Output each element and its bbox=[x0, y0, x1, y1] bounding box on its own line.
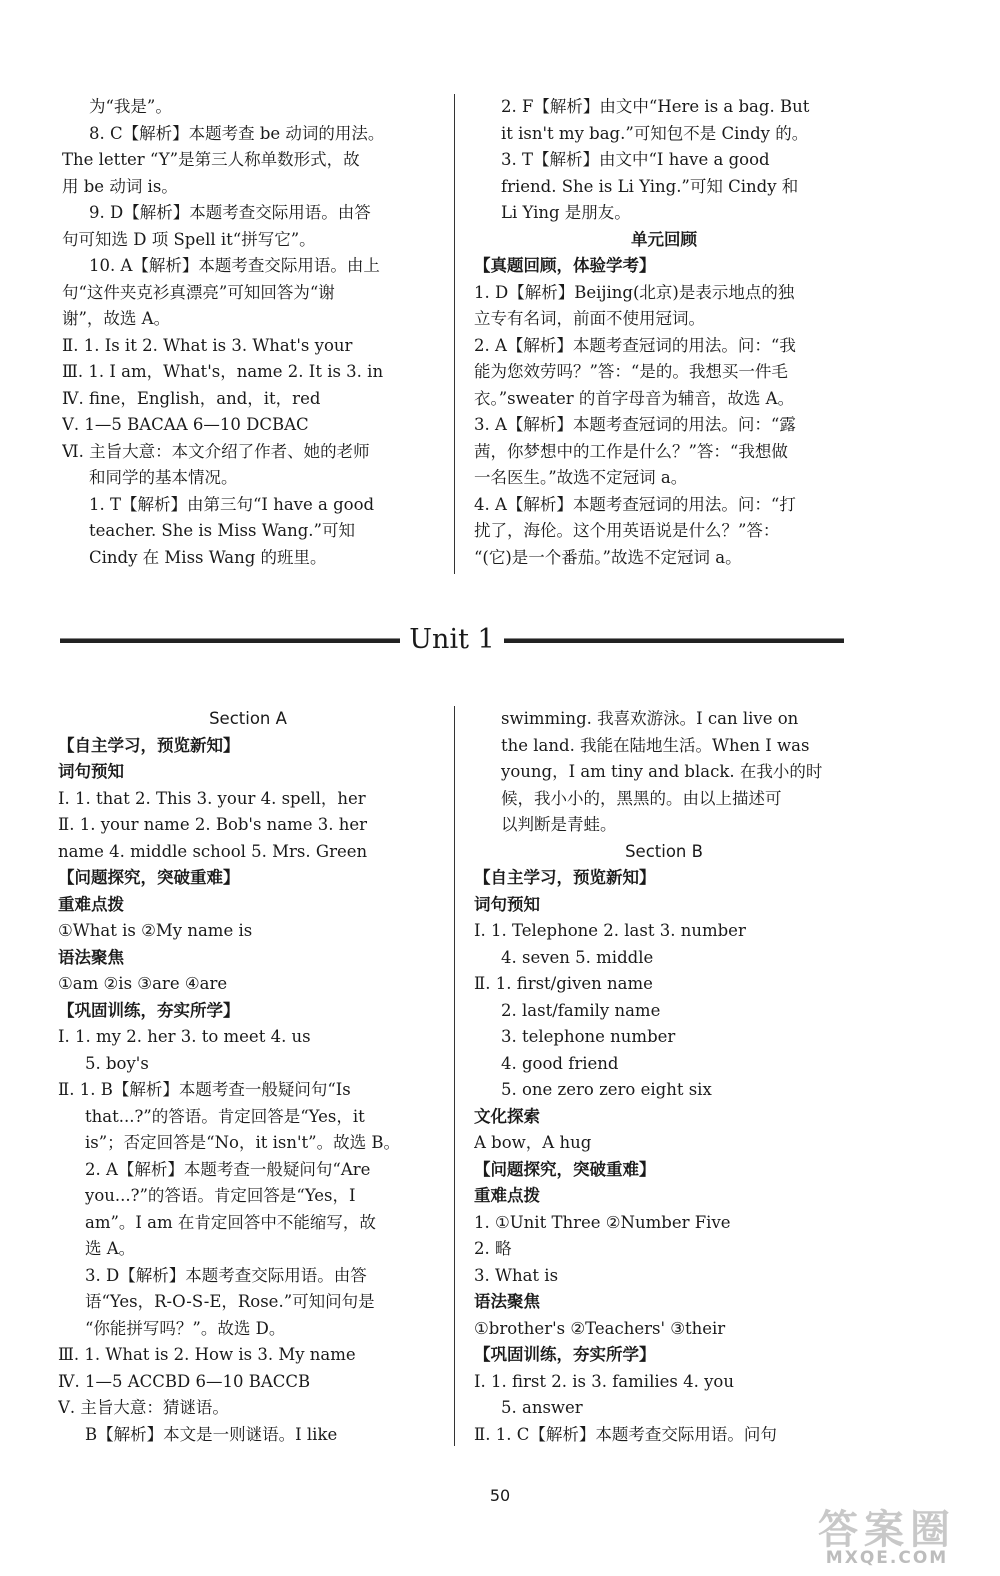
text-line: 【巩固训练，夯实所学】 bbox=[474, 1345, 656, 1364]
text-line: is”；否定回答是“No，it isn't”。故选 B。 bbox=[85, 1133, 400, 1152]
column-divider-bottom bbox=[454, 706, 455, 1446]
text-line: 语法聚焦 bbox=[474, 1292, 540, 1311]
text-line: 谢”，故选 A。 bbox=[62, 309, 171, 328]
text-line: 用 be 动词 is。 bbox=[62, 176, 178, 196]
text-line: Li Ying 是朋友。 bbox=[501, 203, 631, 222]
text-line: 重难点拨 bbox=[474, 1186, 540, 1205]
text-line: 衣。”sweater 的首字母音为辅音，故选 A。 bbox=[474, 388, 795, 408]
text-line: 3. telephone number bbox=[501, 1027, 676, 1046]
unit-title: Unit 1 bbox=[409, 624, 495, 655]
text-line: 选 A。 bbox=[85, 1239, 136, 1258]
text-line: 和同学的基本情况。 bbox=[89, 468, 238, 487]
watermark-logo bbox=[782, 1508, 992, 1568]
text-line: 立专有名词，前面不使用冠词。 bbox=[474, 309, 705, 328]
text-line: Ⅴ. 1—5 BACAA 6—10 DCBAC bbox=[62, 415, 309, 434]
text-line: the land. 我能在陆地生活。When I was bbox=[501, 735, 810, 755]
text-line: Ⅴ. 主旨大意：猜谜语。 bbox=[58, 1398, 229, 1417]
watermark-cn: 答案圈 bbox=[818, 1507, 956, 1553]
text-line: name 4. middle school 5. Mrs. Green bbox=[58, 841, 368, 861]
text-line: Ⅵ. 主旨大意：本文介绍了作者、她的老师 bbox=[62, 441, 370, 461]
text-line: 3. What is bbox=[474, 1265, 559, 1285]
text-line: 2. A【解析】本题考查冠词的用法。问：“我 bbox=[474, 335, 796, 355]
text-line: 茜，你梦想中的工作是什么？”答：“我想做 bbox=[474, 441, 788, 461]
text-line: 【问题探究，突破重难】 bbox=[474, 1159, 656, 1179]
text-line: 3. D【解析】本题考查交际用语。由答 bbox=[85, 1265, 367, 1285]
text-line: 一名医生。”故选不定冠词 a。 bbox=[474, 468, 688, 487]
text-line: 1. T【解析】由第三句“I have a good bbox=[89, 494, 375, 514]
text-line: Ⅰ. 1. first 2. is 3. families 4. you bbox=[474, 1371, 734, 1391]
watermark-en: MXQE.COM bbox=[825, 1548, 949, 1568]
text-line: 【真题回顾，体验学考】 bbox=[474, 256, 656, 275]
text-line: A bow，A hug bbox=[474, 1133, 592, 1152]
heading-rule-left bbox=[60, 638, 400, 643]
top-right-column bbox=[474, 94, 854, 571]
text-line: Ⅳ. 1—5 ACCBD 6—10 BACCB bbox=[58, 1371, 311, 1391]
text-line: 文化探索 bbox=[474, 1106, 540, 1126]
text-line: “(它)是一个番茄。”故选不定冠词 a。 bbox=[474, 547, 742, 567]
text-line: 3. A【解析】本题考查冠词的用法。问：“露 bbox=[474, 415, 796, 434]
text-line: 4. A【解析】本题考查冠词的用法。问：“打 bbox=[474, 494, 796, 514]
text-line: 1. ①Unit Three ②Number Five bbox=[474, 1212, 731, 1232]
page-number: 50 bbox=[489, 1486, 511, 1505]
text-line: Ⅰ. 1. Telephone 2. last 3. number bbox=[474, 921, 746, 940]
text-line: 5. answer bbox=[501, 1398, 583, 1417]
text-line: 1. D【解析】Beijing(北京)是表示地点的独 bbox=[474, 282, 795, 302]
text-line: 2. 略 bbox=[474, 1239, 512, 1258]
text-line: Ⅱ. 1. your name 2. Bob's name 3. her bbox=[58, 815, 368, 834]
text-line: 词句预知 bbox=[58, 762, 124, 781]
text-line: friend. She is Li Ying.”可知 Cindy 和 bbox=[501, 176, 799, 196]
text-line: 语“Yes，R-O-S-E，Rose.”可知问句是 bbox=[85, 1292, 375, 1311]
text-line: Ⅱ. 1. C【解析】本题考查交际用语。问句 bbox=[474, 1424, 777, 1444]
text-line: Ⅲ. 1. What is 2. How is 3. My name bbox=[58, 1345, 356, 1364]
text-line: 为“我是”。 bbox=[89, 97, 172, 116]
text-line: 【巩固训练，夯实所学】 bbox=[58, 1000, 240, 1020]
column-divider-top bbox=[454, 94, 455, 574]
text-line: Ⅱ. 1. first/given name bbox=[474, 974, 653, 993]
text-line: 【自主学习，预览新知】 bbox=[58, 735, 240, 755]
text-line: 【自主学习，预览新知】 bbox=[474, 868, 656, 887]
text-line: 句可知选 D 项 Spell it“拼写它”。 bbox=[62, 229, 316, 249]
text-line: 5. one zero zero eight six bbox=[501, 1080, 712, 1099]
text-line: “你能拼写吗？”。故选 D。 bbox=[85, 1318, 286, 1338]
text-line: Section A bbox=[209, 709, 287, 728]
text-line: Ⅲ. 1. I am，What's，name 2. It is 3. in bbox=[62, 362, 384, 381]
text-line: B【解析】本文是一则谜语。I like bbox=[85, 1424, 338, 1444]
text-line: Ⅳ. fine，English，and，it，red bbox=[62, 388, 321, 408]
text-line: 5. boy's bbox=[85, 1053, 149, 1073]
text-line: The letter “Y”是第三人称单数形式，故 bbox=[62, 150, 360, 169]
text-line: 【问题探究，突破重难】 bbox=[58, 868, 240, 887]
text-line: ①am ②is ③are ④are bbox=[58, 974, 228, 993]
text-line: Ⅱ. 1. Is it 2. What is 3. What's your bbox=[62, 335, 353, 355]
bottom-left-column bbox=[58, 706, 438, 1448]
text-line: 2. F【解析】由文中“Here is a bag. But bbox=[501, 97, 810, 116]
text-line: 重难点拨 bbox=[58, 894, 124, 914]
unit-heading bbox=[60, 620, 844, 660]
text-line: 语法聚焦 bbox=[58, 947, 124, 967]
bottom-right-column bbox=[474, 706, 854, 1448]
text-line: 扰了，海伦。这个用英语说是什么？”答： bbox=[474, 521, 780, 540]
text-line: 4. good friend bbox=[501, 1053, 619, 1073]
text-line: 词句预知 bbox=[474, 894, 540, 914]
text-line: 3. T【解析】由文中“I have a good bbox=[501, 150, 770, 169]
text-line: Ⅰ. 1. that 2. This 3. your 4. spell，her bbox=[58, 788, 366, 808]
text-line: Section B bbox=[625, 841, 703, 861]
text-line: 能为您效劳吗？”答：“是的。我想买一件毛 bbox=[474, 362, 788, 381]
text-line: it isn't my bag.”可知包不是 Cindy 的。 bbox=[501, 123, 809, 143]
heading-rule-right bbox=[504, 638, 844, 643]
text-line: ①What is ②My name is bbox=[58, 921, 253, 940]
text-line: 2. A【解析】本题考查一般疑问句“Are bbox=[85, 1159, 371, 1179]
text-line: 4. seven 5. middle bbox=[501, 947, 654, 967]
text-line: swimming. 我喜欢游泳。I can live on bbox=[501, 709, 799, 728]
text-line: 句“这件夹克衫真漂亮”可知回答为“谢 bbox=[62, 282, 335, 302]
text-line: ①brother's ②Teachers' ③their bbox=[474, 1318, 726, 1338]
text-line: 8. C【解析】本题考查 be 动词的用法。 bbox=[89, 123, 385, 143]
text-line: Ⅱ. 1. B【解析】本题考查一般疑问句“Is bbox=[58, 1080, 351, 1099]
text-line: 10. A【解析】本题考查交际用语。由上 bbox=[89, 256, 380, 275]
text-line: Cindy 在 Miss Wang 的班里。 bbox=[89, 547, 327, 567]
text-line: you...?”的答语。肯定回答是“Yes，I bbox=[85, 1186, 356, 1205]
text-line: young，I am tiny and black. 在我小的时 bbox=[501, 762, 823, 781]
text-line: 2. last/family name bbox=[501, 1000, 661, 1020]
text-line: that...?”的答语。肯定回答是“Yes，it bbox=[85, 1106, 365, 1126]
text-line: 单元回顾 bbox=[631, 229, 697, 249]
top-left-column bbox=[62, 94, 434, 571]
text-line: 以判断是青蛙。 bbox=[501, 815, 617, 834]
text-line: Ⅰ. 1. my 2. her 3. to meet 4. us bbox=[58, 1027, 311, 1046]
text-line: 候，我小小的，黑黑的。由以上描述可 bbox=[501, 788, 782, 808]
text-line: am”。I am 在肯定回答中不能缩写，故 bbox=[85, 1212, 376, 1232]
text-line: teacher. She is Miss Wang.”可知 bbox=[89, 521, 355, 540]
text-line: 9. D【解析】本题考查交际用语。由答 bbox=[89, 203, 371, 222]
